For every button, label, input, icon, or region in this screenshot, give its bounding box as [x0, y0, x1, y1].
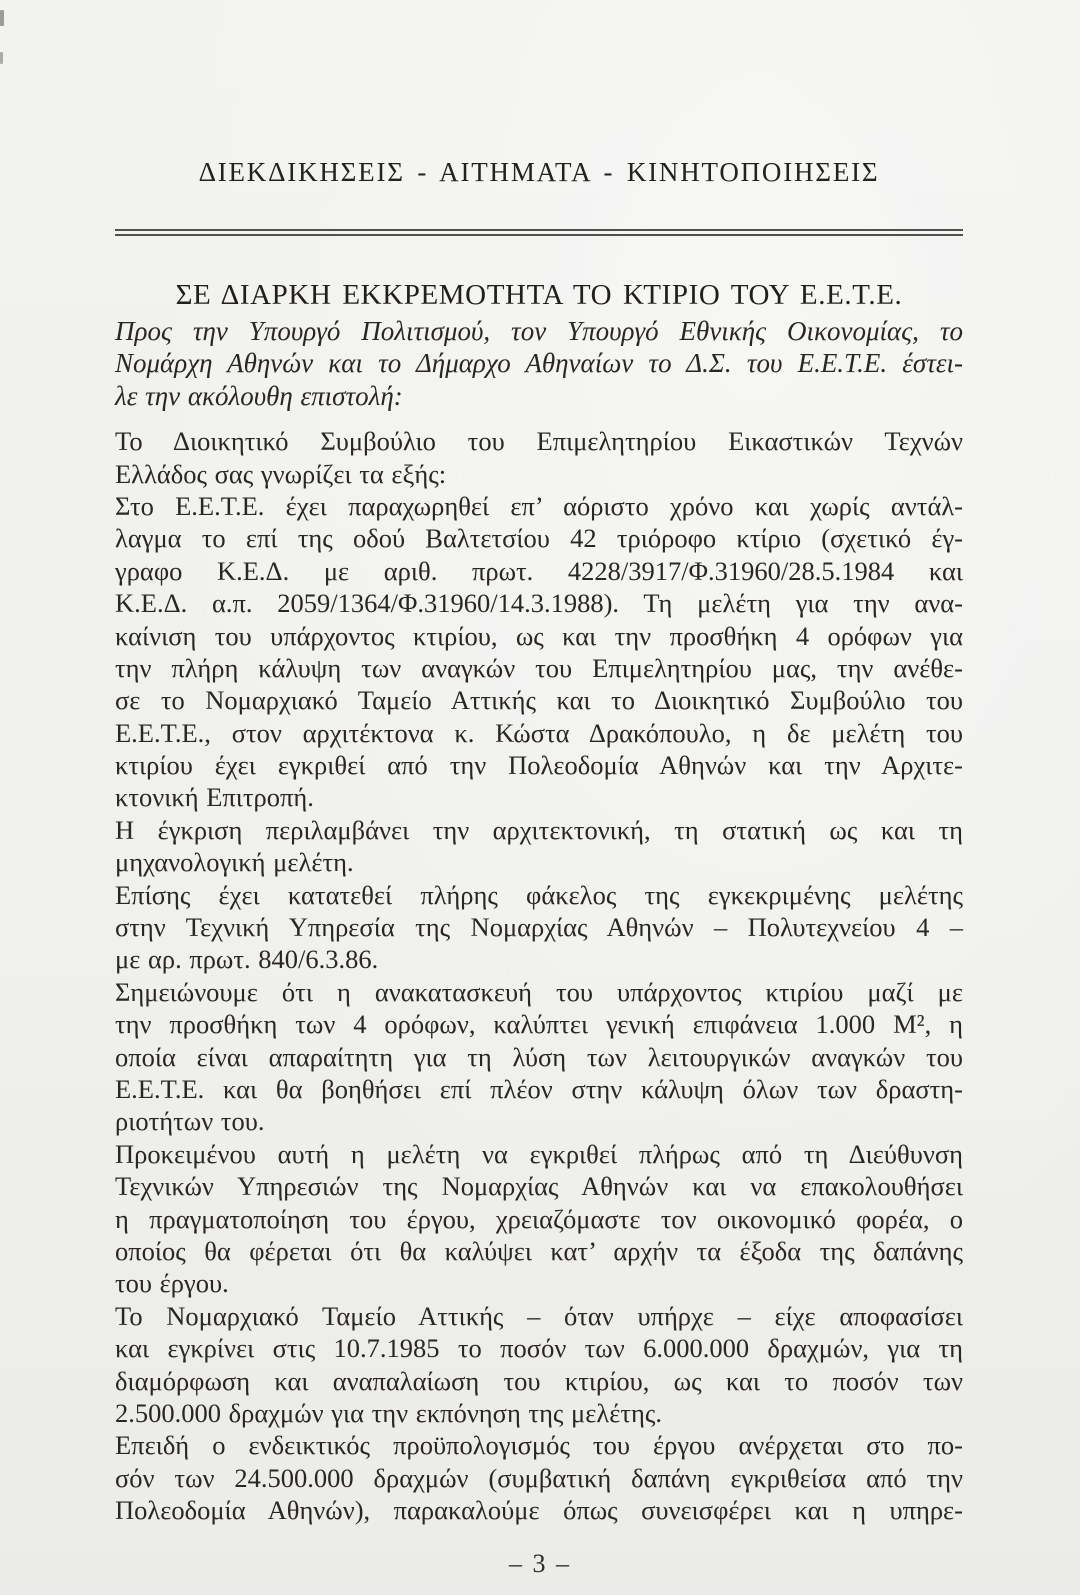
- text-line: μηχανολογική μελέτη.: [115, 847, 354, 878]
- lede-line: Προς την Υπουργό Πολιτισμού, τον Υπουργό Εθνικής Οικονομίας, το: [115, 316, 963, 346]
- article-lede: [115, 315, 963, 412]
- paragraph: [115, 814, 963, 879]
- text-line: γραφο Κ.Ε.Δ. με αριθ. πρωτ. 4228/3917/Φ.31960/28.5.1984 και: [115, 555, 963, 586]
- text-line: και εγκρίνει στις 10.7.1985 το ποσόν των 6.000.000 δραχμών, για τη: [115, 1333, 963, 1364]
- section-title: ΔΙΕΚΔΙΚΗΣΕΙΣ - ΑΙΤΗΜΑΤΑ - ΚΙΝΗΤΟΠΟΙΗΣΕΙΣ: [198, 157, 880, 187]
- text-line: Ε.Ε.Τ.Ε. και θα βοηθήσει επί πλέον στην κάλυψη όλων των δραστη-: [115, 1073, 963, 1104]
- lede-line: λε την ακόλουθη επιστολή:: [115, 380, 403, 411]
- page-header: [115, 0, 963, 236]
- text-line: Το Διοικητικό Συμβούλιο του Επιμελητηρίου Εικαστικών Τεχνών: [115, 426, 963, 457]
- text-line: οποία είναι απαραίτητη για τη λύση των λειτουργικών αναγκών του: [115, 1041, 963, 1072]
- page-footer: [0, 1549, 1080, 1579]
- text-line: στην Τεχνική Υπηρεσία της Νομαρχίας Αθηνών – Πολυτεχνείου 4 –: [115, 912, 963, 943]
- text-line: Η έγκριση περιλαμβάνει την αρχιτεκτονική, τη στατική ως και τη: [115, 814, 963, 845]
- text-line: διαμόρφωση και αναπαλαίωση του κτιρίου, ως και το ποσόν των: [115, 1365, 963, 1396]
- text-line: Κ.Ε.Δ. α.π. 2059/1364/Φ.31960/14.3.1988). Τη μελέτη για την ανα-: [115, 588, 963, 619]
- text-line: λαγμα το επί της οδού Βαλτετσίου 42 τριόροφο κτίριο (σχετικό έγ-: [115, 523, 963, 554]
- text-line: ριοτήτων του.: [115, 1106, 265, 1137]
- text-line: Ελλάδος σας γνωρίζει τα εξής:: [115, 458, 447, 489]
- scan-artifact: [0, 52, 3, 64]
- text-line: καίνιση του υπάρχοντος κτιρίου, ως και την προσθήκη 4 ορόφων για: [115, 620, 963, 651]
- text-line: την προσθήκη των 4 ορόφων, καλύπτει γενική επιφάνεια 1.000 Μ², η: [115, 1009, 963, 1040]
- text-line: την πλήρη κάλυψη των αναγκών του Επιμελητηρίου μας, την ανέθε-: [115, 652, 963, 683]
- text-line: Τεχνικών Υπηρεσιών της Νομαρχίας Αθηνών και να επακολουθήσει: [115, 1171, 963, 1202]
- text-line: κτονική Επιτροπή.: [115, 782, 314, 813]
- article-body: [115, 425, 963, 1526]
- text-line: κτιρίου έχει εγκριθεί από την Πολεοδομία Αθηνών και την Αρχιτε-: [115, 750, 963, 781]
- text-line: Προκειμένου αυτή η μελέτη να εγκριθεί πλήρως από τη Διεύθυνση: [115, 1138, 963, 1169]
- text-line: 2.500.000 δραχμών για την εκπόνηση της μελέτης.: [115, 1397, 662, 1428]
- text-line: του έργου.: [115, 1268, 229, 1299]
- text-line: οποίος θα φέρεται ότι θα καλύψει κατ’ αρχήν τα έξοδα της δαπάνης: [115, 1235, 963, 1266]
- paragraph: [115, 1300, 963, 1430]
- paragraph: [115, 1429, 963, 1526]
- paragraph: [115, 1138, 963, 1300]
- article-headline: ΣΕ ΔΙΑΡΚΗ ΕΚΚΡΕΜΟΤΗΤΑ ΤΟ ΚΤΙΡΙΟ ΤΟΥ Ε.Ε.Τ.Ε.: [175, 279, 903, 311]
- text-line: Επίσης έχει κατατεθεί πλήρης φάκελος της εγκεκριμένης μελέτης: [115, 879, 963, 910]
- paragraph: [115, 879, 963, 976]
- text-line: σε το Νομαρχιακό Ταμείο Αττικής και το Διοικητικό Συμβούλιο του: [115, 685, 963, 716]
- text-line: η πραγματοποίηση του έργου, χρειαζόμαστε τον οικονομικό φορέα, ο: [115, 1203, 963, 1234]
- paragraph: [115, 490, 963, 814]
- paragraph: [115, 976, 963, 1138]
- article: [115, 278, 963, 1526]
- text-line: Στο Ε.Ε.Τ.Ε. έχει παραχωρηθεί επ’ αόριστο χρόνο και χωρίς αντάλ-: [115, 490, 963, 521]
- text-line: Ε.Ε.Τ.Ε., στον αρχιτέκτονα κ. Κώστα Δρακόπουλο, η δε μελέτη του: [115, 717, 963, 748]
- text-line: με αρ. πρωτ. 840/6.3.86.: [115, 944, 379, 975]
- divider-double-rule: [115, 229, 963, 236]
- text-line: σόν των 24.500.000 δραχμών (συμβατική δαπάνη εγκριθείσα από την: [115, 1462, 963, 1493]
- page-number: – 3 –: [509, 1549, 571, 1578]
- text-line: Το Νομαρχιακό Ταμείο Αττικής – όταν υπήρχε – είχε αποφασίσει: [115, 1300, 963, 1331]
- lede-line: Νομάρχη Αθηνών και το Δήμαρχο Αθηναίων το Δ.Σ. του Ε.Ε.Τ.Ε. έστει-: [115, 348, 963, 379]
- text-line: Πολεοδομία Αθηνών), παρακαλούμε όπως συνεισφέρει και η υπηρε-: [115, 1495, 963, 1526]
- text-line: Επειδή ο ενδεικτικός προϋπολογισμός του έργου ανέρχεται στο πο-: [115, 1430, 963, 1461]
- paragraph: [115, 425, 963, 490]
- scan-artifact: [0, 10, 4, 26]
- text-line: Σημειώνουμε ότι η ανακατασκευή του υπάρχοντος κτιρίου μαζί με: [115, 976, 963, 1007]
